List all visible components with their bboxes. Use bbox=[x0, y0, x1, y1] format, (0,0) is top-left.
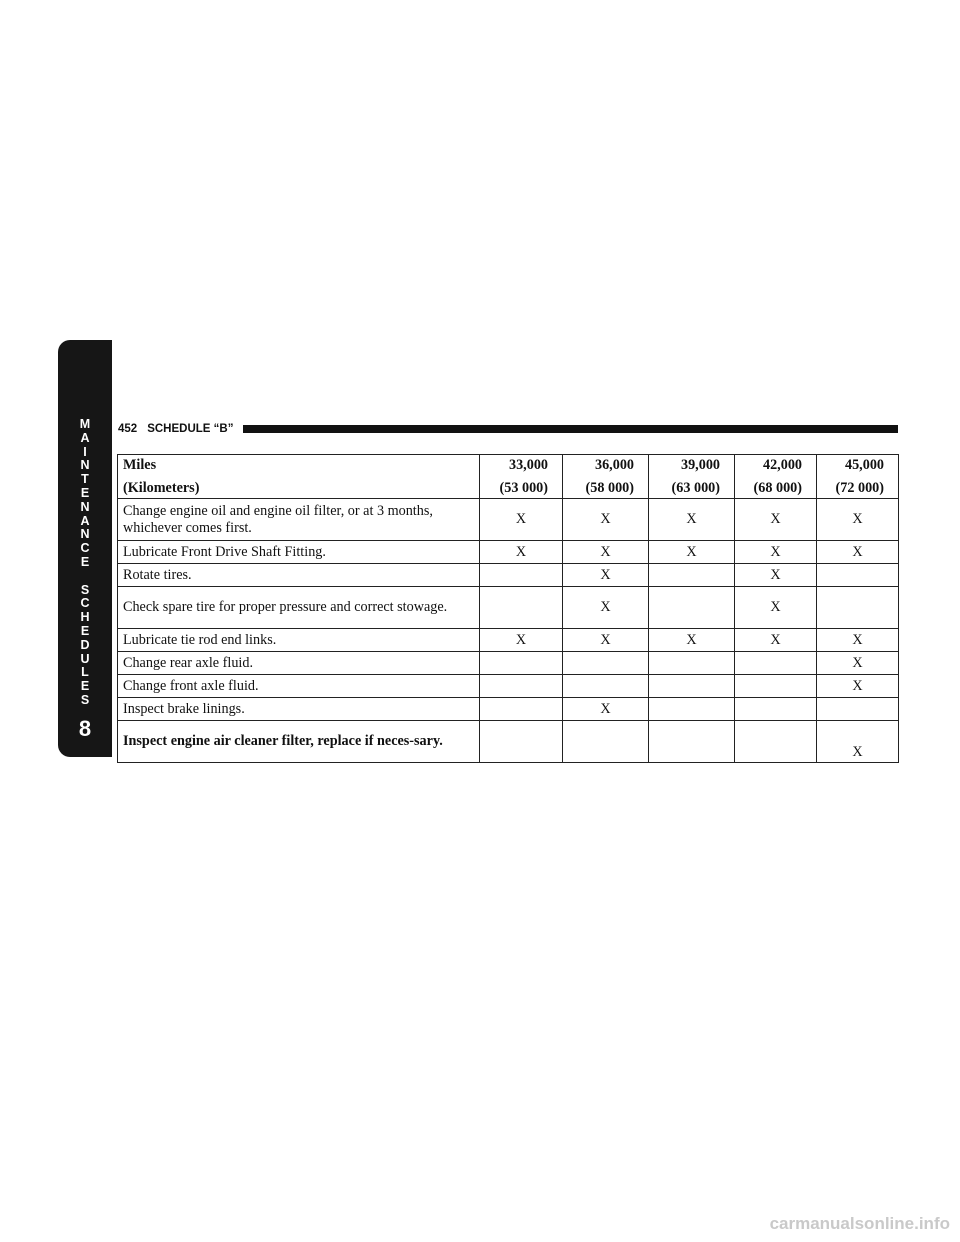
mark-cell: X bbox=[817, 652, 899, 675]
mark-cell bbox=[480, 698, 563, 721]
table-header-row bbox=[118, 455, 899, 499]
side-letter: E bbox=[80, 485, 90, 500]
mark-cell bbox=[480, 721, 563, 763]
task-cell: Lubricate tie rod end links. bbox=[118, 629, 480, 652]
mark-cell: X bbox=[817, 721, 899, 763]
header-rule bbox=[243, 425, 898, 433]
mark-cell bbox=[563, 675, 649, 698]
task-cell: Change engine oil and engine oil filter, or at 3 months, whichever comes first. bbox=[118, 499, 480, 541]
mark-cell: X bbox=[817, 675, 899, 698]
header-interval-cell bbox=[649, 455, 735, 499]
mark-cell bbox=[735, 721, 817, 763]
mark-cell bbox=[649, 721, 735, 763]
side-letter: C bbox=[80, 541, 90, 556]
mark-cell: X bbox=[480, 541, 563, 564]
mark-cell: X bbox=[563, 499, 649, 541]
mark-cell: X bbox=[649, 499, 735, 541]
side-letter: N bbox=[80, 458, 90, 473]
mark-cell: X bbox=[480, 629, 563, 652]
page-title: SCHEDULE “B” bbox=[147, 423, 234, 435]
task-cell: Inspect engine air cleaner filter, replace if neces-sary. bbox=[118, 721, 480, 763]
mark-cell bbox=[649, 564, 735, 587]
side-letter: H bbox=[80, 610, 90, 625]
header-label-cell bbox=[118, 455, 480, 499]
mark-cell: X bbox=[735, 499, 817, 541]
side-letter: D bbox=[80, 637, 90, 652]
mark-cell bbox=[817, 587, 899, 629]
table-row bbox=[118, 675, 899, 698]
mark-cell: X bbox=[735, 587, 817, 629]
side-letter: N bbox=[80, 499, 90, 514]
side-letter: N bbox=[80, 527, 90, 542]
task-cell: Lubricate Front Drive Shaft Fitting. bbox=[118, 541, 480, 564]
mark-cell bbox=[649, 675, 735, 698]
mark-cell bbox=[480, 652, 563, 675]
header-miles-label: Miles bbox=[123, 457, 157, 473]
mark-cell: X bbox=[817, 629, 899, 652]
mark-cell bbox=[480, 587, 563, 629]
table-row bbox=[118, 587, 899, 629]
task-cell: Change front axle fluid. bbox=[118, 675, 480, 698]
task-cell: Inspect brake linings. bbox=[118, 698, 480, 721]
task-cell: Rotate tires. bbox=[118, 564, 480, 587]
mark-cell: X bbox=[563, 541, 649, 564]
mark-cell: X bbox=[480, 499, 563, 541]
table-row bbox=[118, 652, 899, 675]
mark-cell: X bbox=[735, 564, 817, 587]
table-row bbox=[118, 721, 899, 763]
side-letter: S bbox=[80, 582, 90, 597]
table-row bbox=[118, 499, 899, 541]
side-letter: E bbox=[80, 679, 90, 694]
header-interval-cell bbox=[735, 455, 817, 499]
interval-miles: 45,000 bbox=[844, 457, 884, 473]
maintenance-schedule-table bbox=[117, 454, 899, 763]
interval-km: (68 000) bbox=[753, 479, 802, 496]
page-header bbox=[118, 420, 898, 438]
mark-cell bbox=[649, 652, 735, 675]
mark-cell bbox=[480, 675, 563, 698]
side-letter: E bbox=[80, 623, 90, 638]
mark-cell bbox=[735, 698, 817, 721]
chapter-side-tab bbox=[58, 340, 112, 757]
side-letter: C bbox=[80, 596, 90, 611]
interval-miles: 36,000 bbox=[594, 457, 634, 473]
task-cell: Check spare tire for proper pressure and correct stowage. bbox=[118, 587, 480, 629]
interval-miles: 39,000 bbox=[680, 457, 720, 473]
mark-cell: X bbox=[817, 499, 899, 541]
table-row bbox=[118, 698, 899, 721]
side-letter: A bbox=[80, 430, 90, 445]
table-row bbox=[118, 564, 899, 587]
mark-cell bbox=[649, 698, 735, 721]
side-letter: I bbox=[83, 444, 87, 459]
header-interval-cell bbox=[563, 455, 649, 499]
header-interval-cell bbox=[480, 455, 563, 499]
mark-cell bbox=[735, 652, 817, 675]
mark-cell: X bbox=[563, 698, 649, 721]
task-cell: Change rear axle fluid. bbox=[118, 652, 480, 675]
side-letter: M bbox=[79, 417, 91, 431]
mark-cell bbox=[817, 698, 899, 721]
side-letter: S bbox=[80, 692, 90, 707]
watermark-text: carmanualsonline.info bbox=[769, 1214, 950, 1233]
side-tab-label bbox=[58, 418, 112, 708]
mark-cell: X bbox=[649, 541, 735, 564]
interval-miles: 33,000 bbox=[508, 457, 548, 473]
side-letter: T bbox=[81, 472, 89, 487]
side-letter: E bbox=[80, 554, 90, 569]
mark-cell: X bbox=[563, 564, 649, 587]
side-letter: L bbox=[81, 665, 89, 680]
interval-km: (63 000) bbox=[671, 479, 720, 496]
mark-cell bbox=[817, 564, 899, 587]
table-row bbox=[118, 629, 899, 652]
mark-cell bbox=[563, 652, 649, 675]
mark-cell bbox=[563, 721, 649, 763]
mark-cell: X bbox=[649, 629, 735, 652]
page-number: 452 bbox=[118, 423, 138, 435]
mark-cell: X bbox=[735, 629, 817, 652]
side-letter: A bbox=[80, 513, 90, 528]
table-row bbox=[118, 541, 899, 564]
mark-cell bbox=[649, 587, 735, 629]
interval-km: (53 000) bbox=[499, 479, 548, 496]
side-letter-gap bbox=[58, 570, 112, 584]
mark-cell: X bbox=[735, 541, 817, 564]
mark-cell bbox=[735, 675, 817, 698]
side-letter: U bbox=[80, 651, 90, 666]
interval-km: (72 000) bbox=[835, 479, 884, 496]
header-kilometers-label: (Kilometers) bbox=[123, 479, 200, 496]
mark-cell: X bbox=[563, 629, 649, 652]
mark-cell bbox=[480, 564, 563, 587]
interval-km: (58 000) bbox=[585, 479, 634, 496]
mark-cell: X bbox=[563, 587, 649, 629]
chapter-number: 8 bbox=[78, 716, 92, 741]
header-interval-cell bbox=[817, 455, 899, 499]
mark-cell: X bbox=[817, 541, 899, 564]
interval-miles: 42,000 bbox=[762, 457, 802, 473]
